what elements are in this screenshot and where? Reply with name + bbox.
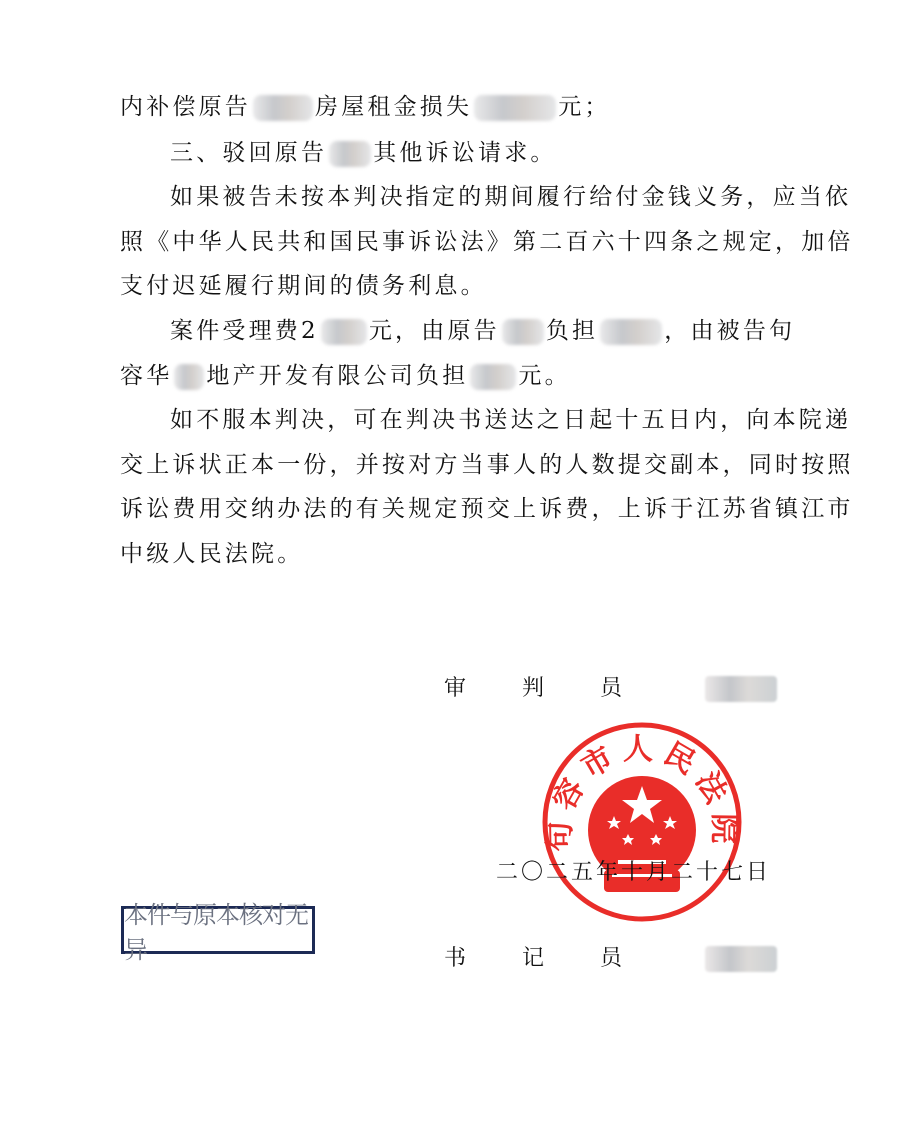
court-seal-icon	[540, 720, 744, 924]
label-char: 书	[444, 946, 467, 971]
redacted-amount	[474, 95, 556, 121]
text-line: 照《中华人民共和国民事诉讼法》第二百六十四条之规定，加倍	[120, 229, 854, 255]
redacted-plaintiff-name	[253, 95, 313, 121]
text-segment: 元；	[558, 94, 611, 120]
svg-text:句容市人民法院: 句容市人民法院	[542, 732, 742, 852]
paragraph-compensation	[120, 92, 611, 122]
redacted-amount	[600, 319, 662, 345]
redacted-clerk-name	[705, 946, 777, 972]
redacted-judge-name	[705, 676, 777, 702]
text-segment: 元。	[518, 363, 571, 389]
text-segment: 三、驳回原告	[170, 140, 328, 166]
label-char: 员	[600, 946, 623, 971]
text-line	[120, 361, 571, 391]
text-segment: ，由被告句	[664, 318, 796, 344]
redacted-plaintiff-name	[329, 141, 371, 167]
label-char: 记	[522, 946, 545, 971]
text-line: 交上诉状正本一份，并按对方当事人的人数提交副本，同时按照	[120, 452, 854, 478]
text-segment: 房屋租金损失	[315, 94, 473, 120]
label-char: 员	[600, 676, 623, 701]
judgment-date: 二〇二五年十月二十七日	[496, 860, 772, 885]
text-line: 诉讼费用交纳办法的有关规定预交上诉费，上诉于江苏省镇江市	[120, 496, 854, 522]
text-segment: 容华	[120, 363, 173, 389]
text-line: 如不服本判决，可在判决书送达之日起十五日内，向本院递	[170, 407, 852, 433]
redacted-plaintiff-name	[502, 319, 544, 345]
text-segment: 负担	[545, 318, 599, 344]
judge-signature-row	[444, 674, 678, 704]
label-char: 判	[522, 676, 545, 701]
text-line: 如果被告未按本判决指定的期间履行给付金钱义务，应当依	[170, 184, 852, 210]
text-segment: 其他诉讼请求。	[373, 140, 557, 166]
certified-copy-stamp	[121, 901, 315, 964]
text-segment: 内补偿原告	[120, 94, 251, 120]
stamp-text: 本件与原本核对无异	[124, 901, 308, 964]
redacted-amount	[321, 319, 367, 345]
paragraph-dismiss-claims	[170, 138, 557, 168]
redacted-amount	[470, 364, 516, 390]
text-segment: 案件受理费2	[170, 318, 319, 344]
text-segment: 地产开发有限公司负担	[206, 363, 469, 389]
label-char: 审	[444, 676, 467, 701]
text-line	[170, 316, 795, 346]
text-line: 中级人民法院。	[120, 541, 304, 567]
clerk-signature-row	[444, 944, 678, 974]
text-line: 支付迟延履行期间的债务利息。	[120, 273, 487, 299]
redacted-company-name	[174, 364, 204, 390]
text-segment: 元，由原告	[368, 318, 500, 344]
